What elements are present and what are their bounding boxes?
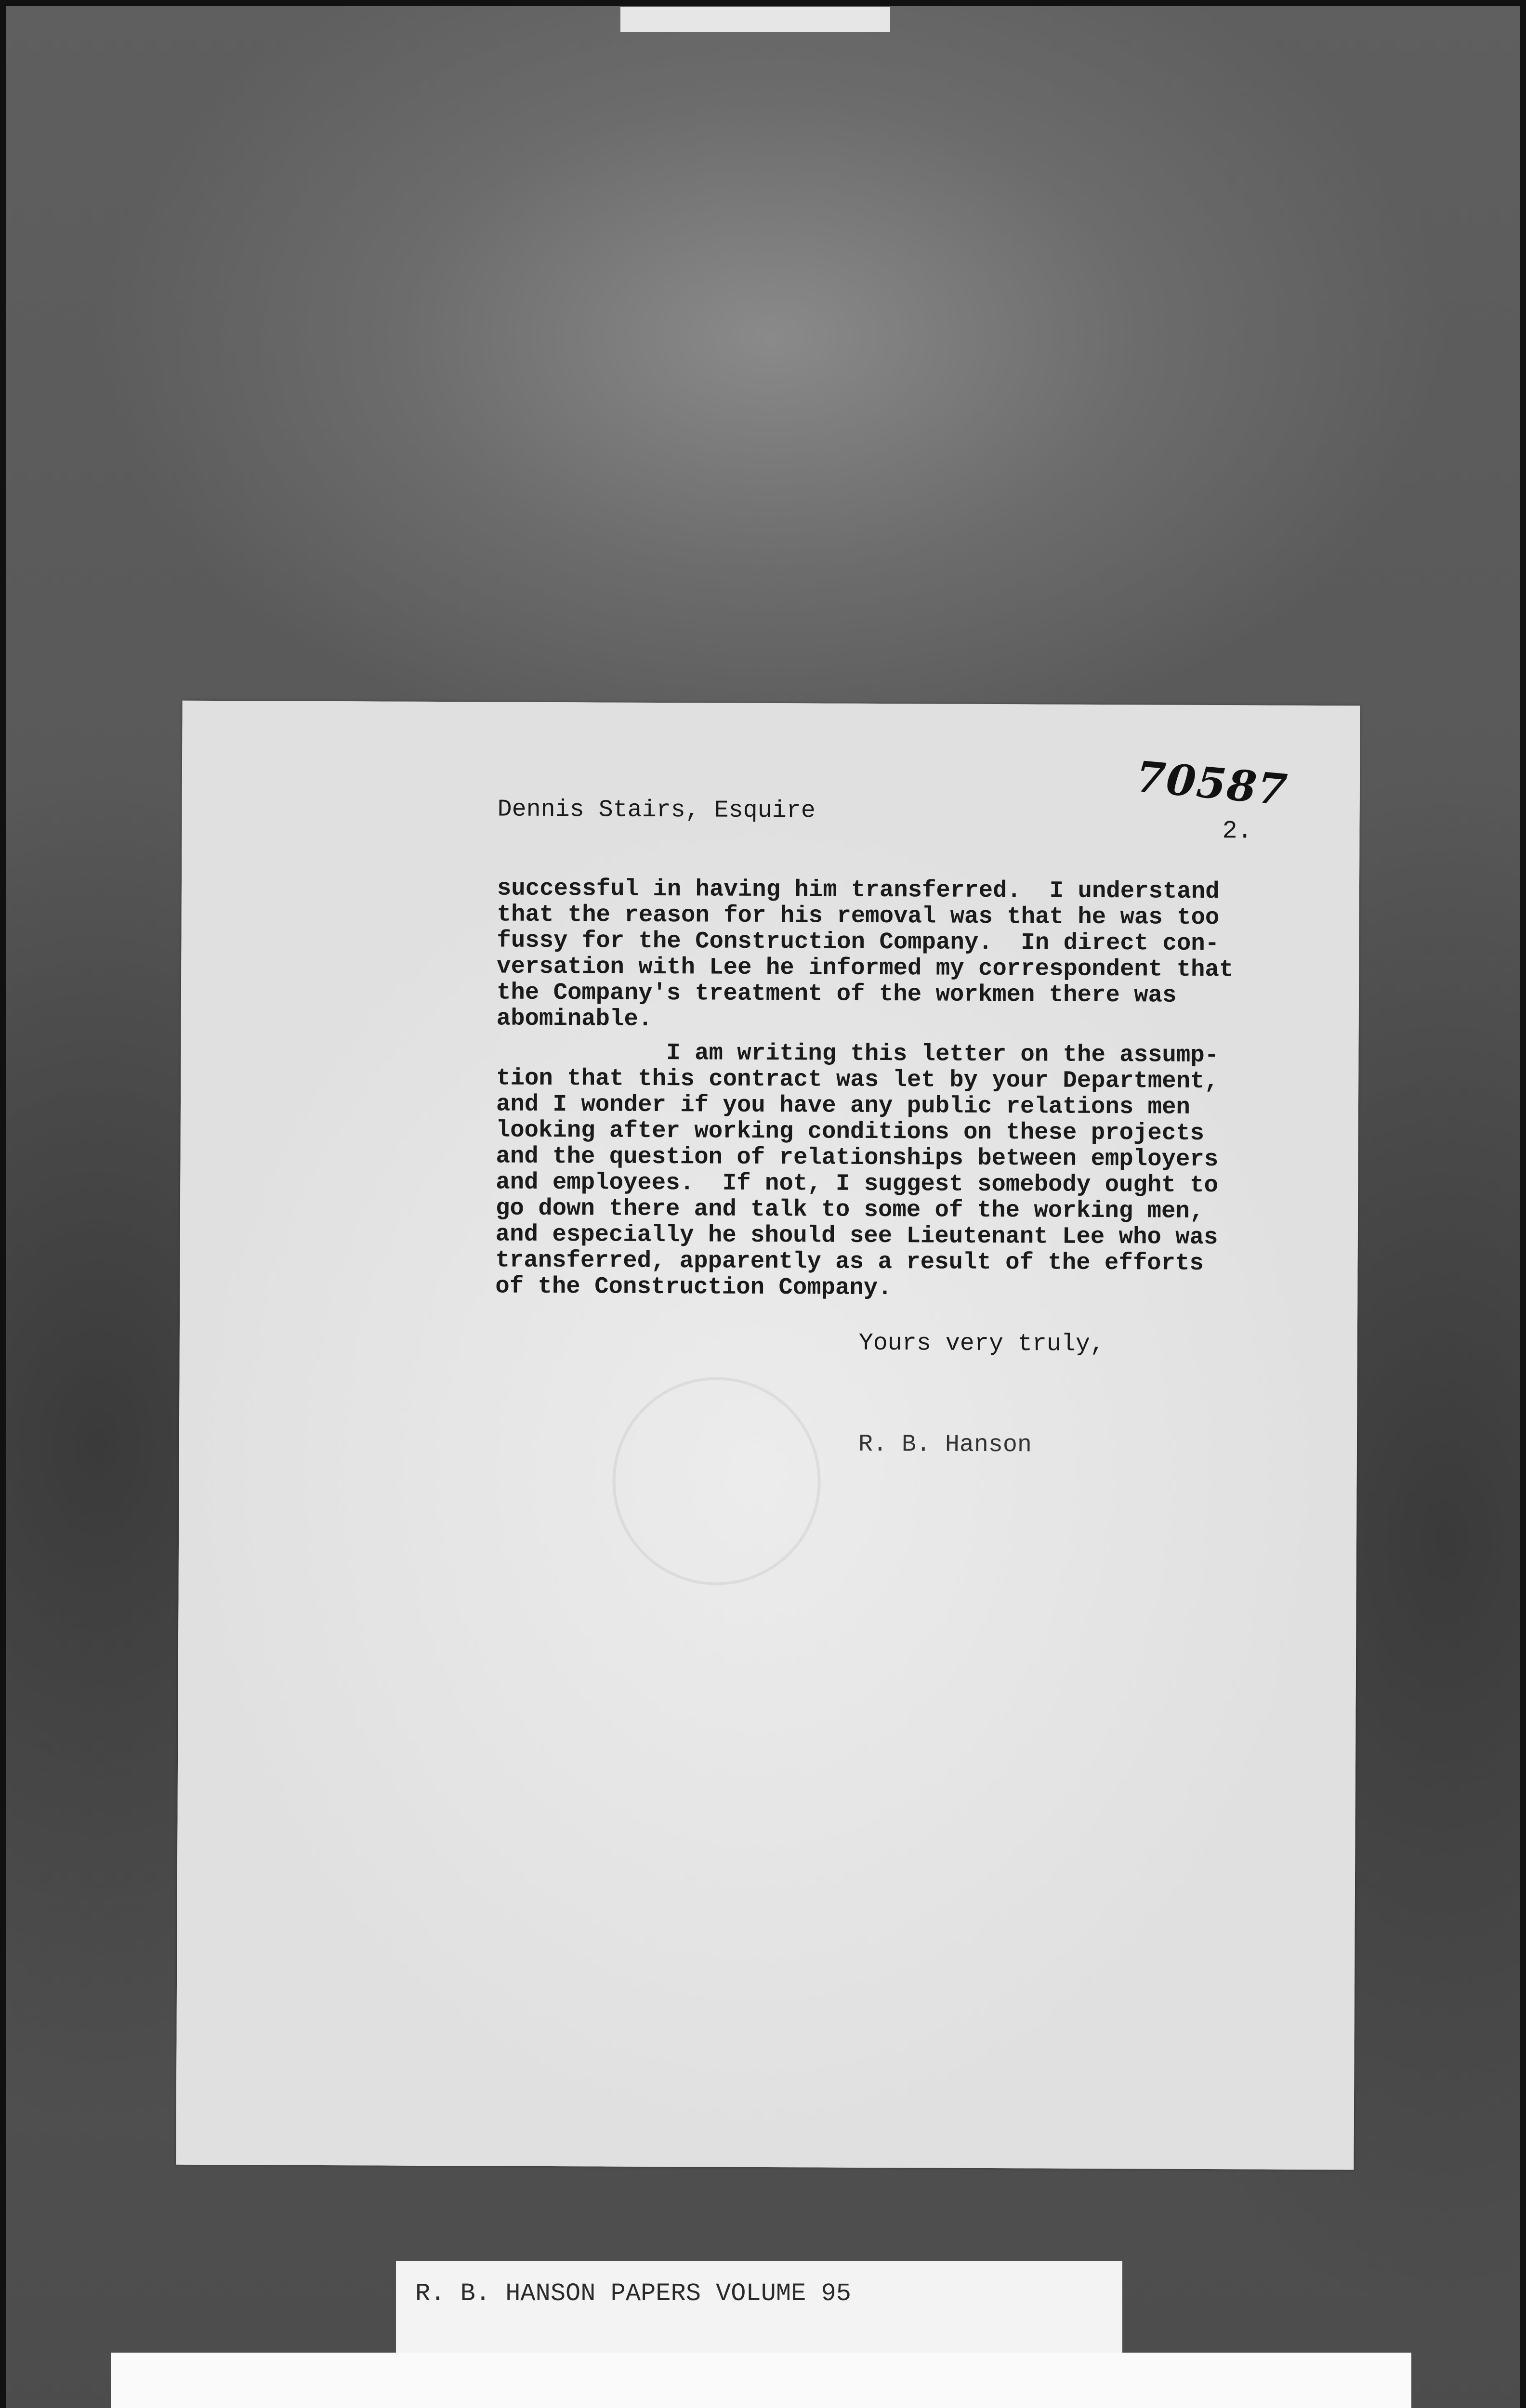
signature: R. B. Hanson [858, 1430, 1032, 1459]
frame-edge-right [1520, 0, 1526, 2408]
frame-edge-top [0, 0, 1526, 6]
addressee: Dennis Stairs, Esquire [497, 796, 816, 825]
paragraph-line: and the question of relationships between employers [496, 1142, 1219, 1173]
paragraph-line: the Company's treatment of the workmen there was [496, 979, 1177, 1009]
frame-edge-left [0, 0, 6, 2408]
volume-label [396, 2261, 1122, 2357]
paragraph-2 [495, 1039, 1291, 1303]
paragraph-line: go down there and talk to some of the working men, [495, 1194, 1204, 1225]
faint-stamp [612, 1377, 821, 1586]
paragraph-line: and I wonder if you have any public relations men [496, 1090, 1190, 1121]
page-number: 2. [1222, 817, 1253, 846]
paragraph-line: I am writing this letter on the assump- [496, 1038, 1219, 1069]
paragraph-line: versation with Lee he informed my correspondent that [497, 953, 1234, 983]
archive-card [111, 2353, 1411, 2408]
volume-label-text: R. B. HANSON PAPERS VOLUME 95 [415, 2279, 851, 2308]
paragraph-line: successful in having him transferred. I understand [497, 875, 1220, 905]
paragraph-line: that the reason for his removal was that he was too [497, 901, 1220, 931]
paragraph-1 [497, 876, 1292, 1035]
paragraph-line: transferred, apparently as a result of the efforts [495, 1246, 1204, 1277]
closing: Yours very truly, [858, 1329, 1105, 1359]
paragraph-line: and employees. If not, I suggest somebody ought to [496, 1168, 1219, 1199]
paragraph-line: and especially he should see Lieutenant Lee who was [495, 1220, 1218, 1251]
paragraph-line: of the Construction Company. [495, 1272, 892, 1302]
paragraph-line: fussy for the Construction Company. In direct con- [497, 927, 1220, 957]
paragraph-line: tion that this contract was let by your Department, [496, 1064, 1219, 1095]
letter-sheet [176, 701, 1360, 2170]
frame-top-tab [620, 7, 890, 32]
paragraph-line: looking after working conditions on these projects [496, 1116, 1205, 1147]
paragraph-line: abominable. [496, 1005, 653, 1033]
document-number: 70587 [1133, 751, 1290, 815]
